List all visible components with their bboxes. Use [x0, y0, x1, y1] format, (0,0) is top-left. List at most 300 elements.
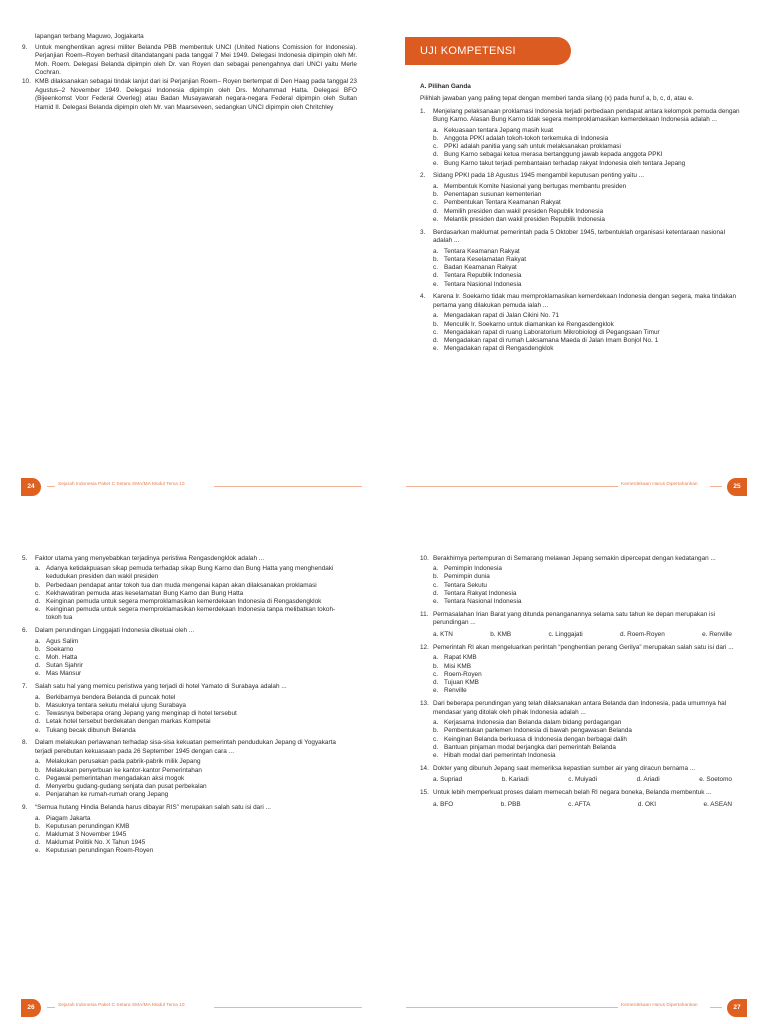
question	[22, 683, 350, 735]
inline-option-list	[433, 631, 746, 640]
answer-option	[35, 783, 350, 791]
option-letter: d.	[433, 743, 439, 751]
option-text: Pemimpin dunia	[444, 573, 490, 581]
answer-option	[35, 565, 350, 581]
page-number: 25	[727, 478, 747, 496]
option-letter: b.	[433, 135, 439, 143]
option-text: Rapat KMB	[444, 654, 477, 662]
question-number: 6.	[22, 627, 28, 635]
page-27-body	[420, 550, 746, 810]
option-text: Tewasnya beberapa orang Jepang yang menginap di hotel tersebut	[46, 710, 237, 718]
option-letter: a.	[433, 247, 439, 255]
question-row	[420, 172, 745, 181]
answer-option: c. AFTA	[568, 800, 591, 808]
answer-item-9	[22, 44, 357, 78]
option-letter: a.	[35, 693, 41, 701]
option-letter: c.	[35, 774, 40, 782]
option-text: Agus Salim	[46, 637, 79, 645]
option-text: Kekuasaan tentara Jepang masih kuat	[444, 126, 554, 134]
answer-option	[433, 143, 745, 151]
page-footer	[0, 478, 384, 496]
question-row	[420, 700, 746, 717]
question-list	[420, 108, 745, 354]
question-text: Permasalahan Irian Barat yang ditunda penanganannya selama satu tahun ke depan merupakan isi perundingan ...	[433, 610, 716, 627]
page-footer	[0, 999, 384, 1017]
question	[420, 555, 746, 607]
option-list	[35, 815, 350, 856]
option-text: Menculik Ir. Soekarno untuk diamankan ke Rengasdengklok	[444, 320, 614, 328]
answer-option: c. Muiyadi	[568, 776, 598, 784]
inline-option-list	[433, 801, 746, 810]
option-text: Maklumat 3 November 1945	[46, 830, 127, 838]
answer-option	[35, 718, 350, 726]
answer-option: e. ASEAN	[703, 800, 732, 808]
answer-option	[35, 847, 350, 855]
option-list	[433, 719, 746, 760]
question-row	[420, 789, 746, 798]
question-text: Untuk lebih memperkuat proses dalam memecah belah RI negara boneka, Belanda membentuk ...	[433, 789, 712, 797]
answer-option	[433, 135, 745, 143]
option-letter: e.	[433, 159, 439, 167]
intro-line: lapangan terbang Maguwo, Jogjakarta	[35, 33, 144, 40]
option-letter: a.	[433, 654, 439, 662]
footer-rule	[214, 486, 362, 487]
question-number: 13.	[420, 700, 429, 707]
option-text: Penjarahan ke rumah-rumah orang Jepang	[46, 791, 169, 799]
option-letter: a.	[35, 637, 41, 645]
question-text: Karena Ir. Soekarno tidak mau memproklamasikan kemerdekaan Indonesia dengan segera, maka tindakan pertama yang dilakukan pemuda ialah ...	[433, 293, 737, 309]
option-letter: c.	[35, 710, 40, 718]
question-number: 1.	[420, 107, 426, 115]
question	[420, 293, 745, 353]
item-text: Untuk menghentikan agresi militer Belanda PBB membentuk UNCI (United Nations Comission for Indonesia). Perjanjian Roem–Royen berhasil ditandatangani pada tanggal 7 Mei 1949. Delegasi Indonesia dipimpin oleh Mr. Moh. Roem. Delegasi Belanda dipimpin oleh Dr. van Royen dan sebagai penengahnya dari UNCI yaitu Merle Cochran.	[35, 43, 357, 77]
option-text: Membentuk Komite Nasional yang bertugas membantu presiden	[444, 182, 627, 190]
answer-option	[433, 256, 745, 264]
question-row	[420, 229, 745, 246]
option-text: Keinginan pemuda untuk segera memproklamasikan kemerdekaan Indonesia di Rengasdengklok	[46, 597, 322, 605]
option-text: Penentapan susunan kementerian	[444, 191, 542, 199]
option-text: Memilih presiden dan wakil presiden Republik Indonesia	[444, 207, 604, 215]
answer-option	[35, 694, 350, 702]
question-row	[420, 644, 746, 653]
option-letter: a.	[433, 182, 439, 190]
question-text: Dalam melakukan perlawanan terhadap sisa-sisa kekuatan pemerintah pendudukan Jepang di Yogyakarta terjadi perebutan kekuasaan pada 26 September 1945 dengan cara ...	[35, 739, 336, 755]
question-text: Berakhirnya pertempuran di Semarang melawan Jepang semakin dipercepat dengan kedatangan ...	[433, 554, 716, 562]
question-number: 5.	[22, 554, 28, 562]
option-text: Piagam Jakarta	[46, 814, 91, 822]
answer-option: d. Roem-Royen	[620, 630, 665, 638]
answer-option	[433, 272, 745, 280]
option-letter: d.	[433, 589, 439, 597]
question-text: Sidang PPKI pada 18 Agustus 1945 mengambil keputusan penting yaitu ...	[433, 172, 645, 180]
option-text: Pegawai pemerintahan mengadakan aksi mogok	[46, 774, 185, 782]
option-letter: c.	[433, 264, 438, 272]
option-text: Tentara Rakyat Indonesia	[444, 589, 517, 597]
question-row	[420, 293, 745, 310]
answer-option	[433, 663, 746, 671]
question-list	[420, 555, 746, 810]
footer-rule	[47, 1007, 55, 1008]
answer-option	[433, 191, 745, 199]
answer-option	[433, 719, 746, 727]
answer-option	[433, 312, 745, 320]
answer-option	[35, 823, 350, 831]
answer-option	[433, 248, 745, 256]
option-text: Mengadakan rapat di Rengasdengklok	[444, 345, 554, 353]
answer-option	[35, 775, 350, 783]
page-footer	[384, 999, 768, 1017]
option-text: Melakukan perusakan pada pabrik-pabrik milik Jepang	[46, 758, 201, 766]
answer-option	[433, 590, 746, 598]
option-text: Badan Keamanan Rakyat	[444, 264, 517, 272]
option-letter: c.	[35, 830, 40, 838]
option-text: Pembentukan parlemen Indonesia di bawah pengawasan Belanda	[444, 727, 632, 735]
question-text: Faktor utama yang menyebabkan terjadinya peristiwa Rengasdengklok adalah ...	[35, 554, 265, 562]
answer-item-10	[22, 78, 357, 112]
question-row	[22, 683, 350, 692]
answer-option	[35, 662, 350, 670]
option-text: Melantik presiden dan wakil presiden Republik Indonesia	[444, 215, 605, 223]
question-number: 9.	[22, 803, 28, 811]
option-letter: d.	[433, 207, 439, 215]
question-text: Dari beberapa perundingan yang telah dilaksanakan antara Belanda dan Indonesia, pada umumnya hal mendasar yang ditolak oleh pihak Indonesia adalah ...	[433, 700, 727, 716]
question-number: 10.	[420, 554, 429, 562]
page-24	[0, 0, 384, 512]
answer-option: c. Linggajati	[548, 630, 583, 638]
option-text: Keinginan pemuda untuk segera memproklamasikan kemerdekaan Indonesia tanpa melibatkan tokoh-tokoh tua	[46, 606, 336, 622]
question-row	[22, 627, 350, 636]
question-row	[420, 555, 746, 564]
option-text: Maklumat Politik No. X Tahun 1945	[46, 839, 146, 847]
option-letter: a.	[35, 565, 41, 573]
option-letter: c.	[433, 670, 438, 678]
option-letter: a.	[433, 312, 439, 320]
answer-option: d. OKI	[637, 800, 657, 808]
option-text: Keputusan perundingan KMB	[46, 822, 130, 830]
option-letter: c.	[433, 328, 438, 336]
answer-option	[35, 767, 350, 775]
question	[420, 172, 745, 224]
option-letter: c.	[35, 654, 40, 662]
answer-option	[433, 671, 746, 679]
question	[420, 644, 746, 696]
option-list	[433, 654, 746, 695]
question-row	[420, 765, 746, 774]
footer-rule	[214, 1007, 362, 1008]
option-text: Tentara Keamanan Rakyat	[444, 247, 520, 255]
option-text: Pembentukan Tentara Keamanan Rakyat	[444, 199, 561, 207]
option-text: Letak hotel tersebut berdekatan dengan markas Kompetai	[46, 718, 211, 726]
option-letter: d.	[433, 679, 439, 687]
question-number: 7.	[22, 683, 28, 691]
option-text: Keputusan perundingan Roem-Royen	[46, 847, 154, 855]
question-text: Pemerintah RI akan mengeluarkan perintah “penghentian perang Gerilya” merupakan salah satu isi dari ...	[433, 643, 734, 651]
option-letter: c.	[433, 199, 438, 207]
page-24-body	[22, 33, 357, 112]
option-text: Mengadakan rapat di Jalan Cikini No. 71	[444, 312, 560, 320]
option-text: Kerjasama Indonesia dan Belanda dalam bidang perdagangan	[444, 719, 622, 727]
footer-rule	[47, 486, 55, 487]
option-list	[35, 694, 350, 735]
question-text: Berdasarkan maklumat pemerintah pada 5 Oktober 1945, terbentuklah organisasi ketentaraan nasional adalah ...	[433, 228, 726, 245]
page-27	[384, 512, 768, 1024]
answer-option: a. KTN	[433, 630, 453, 638]
question-number: 8.	[22, 739, 28, 747]
answer-option	[35, 670, 350, 678]
question-number: 4.	[420, 293, 426, 301]
option-list	[433, 312, 745, 353]
answer-option: e. Soetomo	[699, 776, 732, 784]
option-text: Mas Mansur	[46, 670, 82, 678]
page-number: 24	[21, 478, 41, 496]
option-letter: b.	[433, 727, 439, 735]
option-text: Tentara Sekutu	[444, 581, 487, 589]
answer-option: a. Supriad	[433, 776, 463, 784]
answer-option	[433, 337, 745, 345]
option-letter: e.	[35, 726, 41, 734]
footer-rule	[406, 486, 618, 487]
answer-option	[433, 160, 745, 168]
answer-option	[433, 752, 746, 760]
question	[22, 804, 350, 856]
footer-text: Sejarah Indonesia Paket C Setara SMA/MA Modul Tema 10	[58, 482, 185, 487]
question-row	[420, 611, 746, 628]
question-number: 14.	[420, 764, 429, 772]
answer-option	[433, 565, 746, 573]
option-text: Mengadakan rapat di rumah Laksamana Maeda di Jalan Imam Bonjol No. 1	[444, 337, 659, 344]
question	[420, 611, 746, 640]
option-letter: c.	[433, 581, 438, 589]
question	[22, 739, 350, 799]
option-letter: d.	[433, 337, 439, 344]
answer-option	[433, 264, 745, 272]
answer-option	[35, 606, 350, 622]
answer-option	[35, 598, 350, 606]
answer-option	[433, 582, 746, 590]
question-row	[22, 804, 350, 813]
option-letter: e.	[35, 847, 41, 855]
option-letter: d.	[433, 272, 439, 280]
option-text: Tentara Republik Indonesia	[444, 272, 522, 280]
option-text: Tentara Keselamatan Rakyat	[444, 255, 527, 263]
question-number: 11.	[420, 610, 429, 618]
option-letter: e.	[433, 215, 439, 223]
answer-option	[433, 199, 745, 207]
option-text: Pemimpin Indonesia	[444, 565, 502, 573]
option-text: Renville	[444, 687, 467, 695]
question-number: 2.	[420, 172, 426, 180]
question-text: Salah satu hal yang memicu peristiwa yang terjadi di hotel Yamato di Surabaya adalah ...	[35, 683, 287, 691]
option-letter: e.	[35, 791, 41, 799]
option-letter: b.	[433, 255, 439, 263]
option-list	[35, 565, 350, 622]
page-25-body	[420, 83, 745, 353]
question	[420, 700, 746, 760]
option-letter: a.	[35, 814, 41, 822]
answer-option	[35, 727, 350, 735]
answer-option	[433, 281, 745, 289]
answer-option	[433, 687, 746, 695]
option-letter: c.	[35, 589, 40, 597]
page-number: 27	[727, 999, 747, 1017]
page-footer	[384, 478, 768, 496]
section-heading: A. Pilihan Ganda	[420, 83, 471, 90]
answer-option	[433, 573, 746, 581]
option-letter: e.	[35, 670, 41, 678]
answer-option	[35, 815, 350, 823]
question-number: 15.	[420, 789, 429, 797]
option-letter: e.	[433, 597, 439, 605]
answer-option	[433, 127, 745, 135]
option-text: Kekhawatiran pemuda atas keselamatan Bung Karno dan Bung Hatta	[46, 589, 244, 597]
answer-option	[35, 646, 350, 654]
page-number: 26	[21, 999, 41, 1017]
option-letter: b.	[35, 645, 41, 653]
option-letter: b.	[433, 320, 439, 328]
answer-option	[35, 710, 350, 718]
answer-option: b. PBB	[500, 800, 521, 808]
option-text: Bung Karno takut terjadi pembantaian terhadap rakyat Indonesia oleh tentara Jepang	[444, 159, 686, 167]
option-list	[433, 248, 745, 289]
footer-text: Kemerdekaan Harus Dipertahankan	[621, 482, 698, 487]
footer-text: Kemerdekaan Harus Dipertahankan	[621, 1003, 698, 1008]
option-list	[35, 758, 350, 799]
answer-option	[433, 151, 745, 159]
option-list	[433, 183, 745, 224]
answer-option	[433, 208, 745, 216]
question-list	[22, 555, 350, 856]
option-text: Menyerbu gudang-gudang senjata dan pusat perbekalan	[46, 783, 207, 791]
page-25	[384, 0, 768, 512]
option-letter: b.	[35, 822, 41, 830]
option-letter: a.	[433, 126, 439, 134]
question-text: Menjelang pelaksanaan proklamasi Indonesia terjadi perbedaan pendapat antara kelompok pemuda dengan Bung Karno. Alasan Bung Karno tidak segera memproklamasikan kemerdekaan Indonesia adalah ...	[433, 107, 740, 124]
option-text: Mengadakan rapat di ruang Laboratorium Mikrobiologi di Pegangsaan Timur	[444, 328, 660, 336]
option-letter: b.	[35, 701, 41, 709]
option-letter: d.	[35, 597, 41, 605]
answer-option	[35, 831, 350, 839]
footer-rule	[710, 1007, 722, 1008]
answer-option	[35, 590, 350, 598]
option-list	[433, 127, 745, 168]
option-text: Sutan Sjahrir	[46, 662, 83, 670]
footer-rule	[406, 1007, 618, 1008]
question	[420, 108, 745, 168]
question	[420, 229, 745, 289]
question-row	[22, 739, 350, 756]
option-letter: b.	[35, 766, 41, 774]
answer-option	[433, 216, 745, 224]
option-letter: d.	[35, 783, 41, 791]
answer-option	[35, 758, 350, 766]
option-letter: b.	[35, 581, 41, 589]
option-text: Bantuan pinjaman modal berjangka dari pemerintah Belanda	[444, 743, 616, 751]
answer-option	[35, 582, 350, 590]
option-letter: a.	[35, 758, 41, 766]
answer-option	[433, 744, 746, 752]
option-text: Keinginan Belanda berkuasa di Indonesia dengan berbagai dalih	[444, 735, 627, 743]
option-text: Tukang becak dibunuh Belanda	[46, 726, 136, 734]
section-banner: UJI KOMPETENSI	[411, 37, 571, 65]
option-text: Soekarno	[46, 645, 74, 653]
answer-option: d. Ariadi	[636, 776, 660, 784]
option-text: Berkibarnya bendera Belanda di puncak hotel	[46, 693, 176, 701]
option-letter: d.	[433, 151, 439, 159]
question-text: Dalam perundingan Linggajati Indonesia diketuai oleh ...	[35, 627, 195, 635]
option-text: Anggota PPKI adalah tokoh-tokoh terkemuka di Indonesia	[444, 135, 609, 143]
option-list	[35, 638, 350, 679]
question-text: Dokter yang dibunuh Jepang saat memeriksa kepastian sumber air yang diracun bernama ...	[433, 764, 696, 772]
question	[420, 789, 746, 809]
answer-option	[433, 598, 746, 606]
option-letter: e.	[433, 752, 439, 759]
option-text: Tujuan KMB	[444, 679, 479, 687]
option-text: PPKI adalah panitia yang sah untuk melaksanakan proklamasi	[444, 143, 621, 151]
option-text: Adanya ketidakpuasan sikap pemuda terhadap sikap Bung Karno dan Bung Hatta yang menghendaki kedudukan presiden dan wakil presiden	[46, 565, 334, 581]
option-letter: e.	[433, 687, 439, 695]
page-26	[0, 512, 384, 1024]
item-number: 9.	[22, 43, 28, 51]
answer-option	[35, 638, 350, 646]
item-number: 10.	[22, 77, 31, 85]
answer-option	[35, 791, 350, 799]
footer-text: Sejarah Indonesia Paket C Setara SMA/MA Modul Tema 10	[58, 1003, 185, 1008]
answer-option	[433, 329, 745, 337]
option-letter: b.	[433, 191, 439, 199]
option-text: Hibah modal dari pemerintah Indonesia	[444, 752, 556, 759]
question-row	[420, 108, 745, 125]
answer-option	[433, 654, 746, 662]
option-letter: d.	[35, 718, 41, 726]
option-letter: c.	[433, 735, 438, 743]
question-row	[22, 555, 350, 564]
footer-rule	[710, 486, 722, 487]
answer-option	[433, 736, 746, 744]
option-letter: c.	[433, 143, 438, 151]
answer-option	[35, 839, 350, 847]
item-text: KMB dilaksanakan sebagai tindak lanjut dari isi Perjanjian Roem– Royen bertempat di Den Haag pada tanggal 23 Agustus–2 November 1949. Delegasi Indonesia dipimpin oleh Drs. Mohammad Hatta. Delegasi BFO (Bijeenkomst Voor Federal Overleg) atau Badan Musayawarah negara-negara Federal dipimpin oleh Sultan Hamid II. Delegasi Belanda dipimpin oleh Mr. van Maarseveen, sedangkan UNCI dipimpin oleh Chritchley	[35, 77, 357, 111]
answer-option: e. Renville	[702, 630, 732, 638]
answer-option	[433, 321, 745, 329]
question	[420, 765, 746, 785]
option-text: Melakukan penyerbuan ke kantor-kantor Pemerintahan	[46, 766, 202, 774]
option-text: Misi KMB	[444, 662, 471, 670]
option-letter: b.	[433, 573, 439, 581]
answer-option	[433, 183, 745, 191]
option-letter: e.	[433, 280, 439, 288]
option-text: Perbedaan pendapat antar tokoh tua dan muda mengenai kapan akan dilaksanakan proklamasi	[46, 581, 317, 589]
inline-option-list	[433, 776, 746, 785]
option-letter: d.	[35, 839, 41, 847]
page-26-body	[22, 550, 350, 856]
answer-option: a. BFO	[433, 800, 454, 808]
answer-option	[35, 654, 350, 662]
option-letter: b.	[433, 662, 439, 670]
option-text: Bung Karno sebagai ketua merasa bertanggung jawab kepada anggota PPKI	[444, 151, 663, 159]
option-letter: a.	[433, 719, 439, 727]
instruction: Pilihlah jawaban yang paling tepat dengan memberi tanda silang (x) pada huruf a, b, c, d, atau e.	[420, 94, 694, 102]
question	[22, 555, 350, 623]
answer-option	[433, 679, 746, 687]
option-text: Tentara Nasional Indonesia	[444, 280, 522, 288]
question	[22, 627, 350, 679]
question-number: 3.	[420, 228, 426, 236]
answer-option	[433, 727, 746, 735]
option-text: Tentara Nasional Indonesia	[444, 597, 522, 605]
answer-option	[35, 702, 350, 710]
question-number: 12.	[420, 643, 429, 651]
option-letter: d.	[35, 662, 41, 670]
